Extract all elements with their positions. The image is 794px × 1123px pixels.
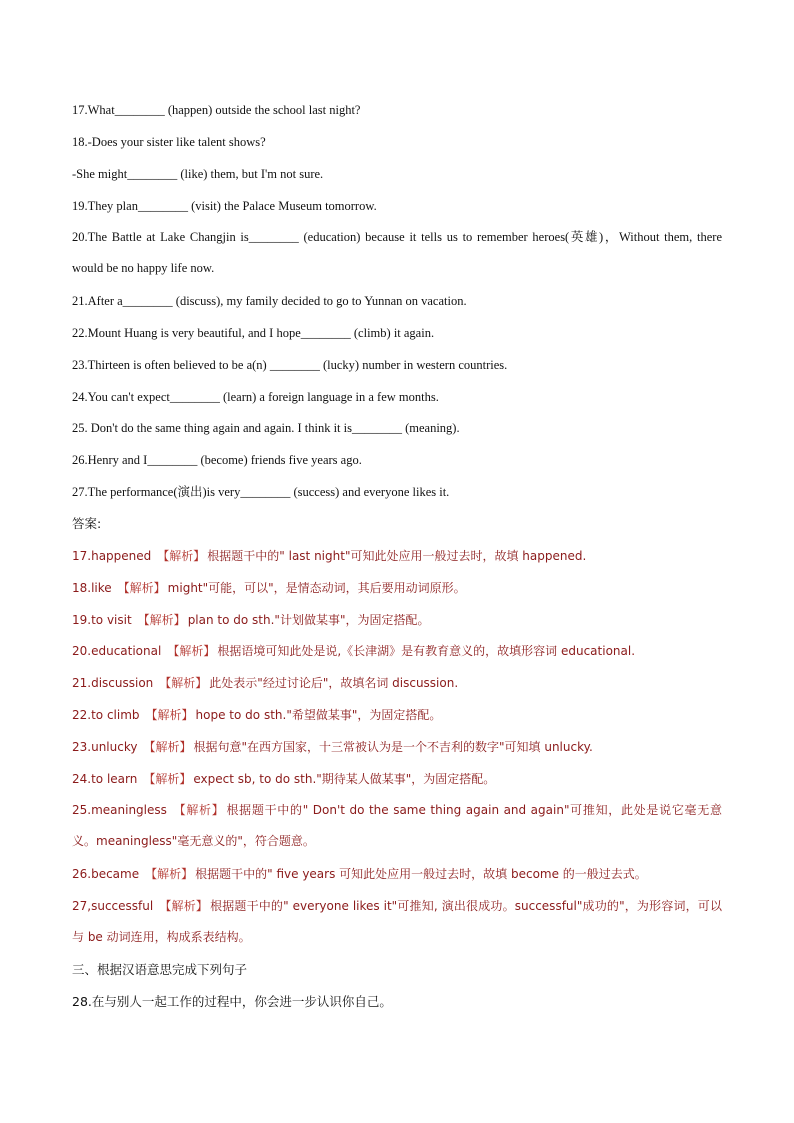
answer-key: 22.to climb — [72, 708, 140, 722]
analysis-tag: 【解析】 — [145, 708, 194, 722]
question-17: 17.What________ (happen) outside the school last night? — [72, 103, 361, 117]
answer-explanation: 根据题干中的" five years 可知此处应用一般过去时，故填 become 的一般过去式。 — [195, 867, 647, 881]
analysis-tag: 【解析】 — [159, 899, 209, 913]
answer-key: 18.like — [72, 581, 112, 595]
answer-21 — [72, 675, 722, 691]
analysis-tag: 【解析】 — [157, 549, 206, 563]
answer-key: 20.educational — [72, 644, 162, 658]
answer-explanation: might"可能，可以"，是情态动词，其后要用动词原形。 — [167, 581, 466, 595]
answer-24 — [72, 771, 722, 787]
answer-20 — [72, 643, 722, 659]
answer-explanation: plan to do sth."计划做某事"，为固定搭配。 — [187, 613, 430, 627]
answer-key: 23.unlucky — [72, 740, 138, 754]
answer-explanation: 此处表示"经过讨论后"，故填名词 discussion. — [209, 676, 459, 690]
answer-27 — [72, 891, 722, 953]
answer-key: 24.to learn — [72, 772, 138, 786]
answer-key: 21.discussion — [72, 676, 154, 690]
question-22: 22.Mount Huang is very beautiful, and I hope________ (climb) it again. — [72, 326, 435, 340]
analysis-tag: 【解析】 — [159, 676, 208, 690]
answer-17 — [72, 548, 722, 564]
analysis-tag: 【解析】 — [143, 740, 192, 754]
answer-explanation: 根据语境可知此处是说,《长津湖》是有教育意义的，故填形容词 educational. — [217, 644, 636, 658]
answer-key: 19.to visit — [72, 613, 132, 627]
question-20: 20.The Battle at Lake Changjin is________ (education) because it tells us to remember heroes(英雄)，Without them, there would be no happy life now. — [72, 230, 722, 275]
answer-19 — [72, 612, 722, 628]
question-18: 18.-Does your sister like talent shows? — [72, 135, 266, 149]
analysis-tag: 【解析】 — [117, 581, 166, 595]
answer-explanation: expect sb, to do sth."期待某人做某事"，为固定搭配。 — [193, 772, 496, 786]
answer-key: 27,successful — [72, 899, 154, 913]
section-title: 三、根据汉语意思完成下列句子 — [72, 962, 248, 977]
question-23: 23.Thirteen is often believed to be a(n) ________ (lucky) number in western countries. — [72, 358, 508, 372]
analysis-tag: 【解析】 — [167, 644, 216, 658]
answer-explanation: 根据句意"在西方国家，十三常被认为是一个不吉利的数字"可知填 unlucky. — [193, 740, 593, 754]
answer-explanation: 根据题干中的" last night"可知此处应用一般过去时，故填 happened. — [207, 549, 587, 563]
answer-key: 25.meaningless — [72, 803, 167, 817]
answer-23 — [72, 739, 722, 755]
answers-heading: 答案: — [72, 516, 102, 531]
answer-22 — [72, 707, 722, 723]
question-28: 28.在与别人一起工作的过程中，你会进一步认识你自己。 — [72, 994, 392, 1009]
answer-explanation: 根据题干中的" Don't do the same thing again and again"可推知，此处是说它毫无意义。meaningless"毫无意义的"，符合题意。 — [72, 803, 722, 848]
question-18-response: -She might________ (like) them, but I'm not sure. — [72, 167, 324, 181]
question-24: 24.You can't expect________ (learn) a foreign language in a few months. — [72, 390, 439, 404]
answer-key: 17.happened — [72, 549, 152, 563]
analysis-tag: 【解析】 — [145, 867, 194, 881]
analysis-tag: 【解析】 — [137, 613, 186, 627]
question-27: 27.The performance(演出)is very________ (success) and everyone likes it. — [72, 485, 450, 499]
answer-25 — [72, 795, 722, 857]
answer-explanation: 根据题干中的" everyone likes it"可推知, 演出很成功。successful"成功的"，为形容词，可以与 be 动词连用，构成系表结构。 — [72, 899, 722, 944]
question-19: 19.They plan________ (visit) the Palace Museum tomorrow. — [72, 199, 377, 213]
question-26: 26.Henry and I________ (become) friends five years ago. — [72, 453, 362, 467]
analysis-tag: 【解析】 — [172, 803, 225, 817]
question-21: 21.After a________ (discuss), my family decided to go to Yunnan on vacation. — [72, 294, 467, 308]
answer-key: 26.became — [72, 867, 140, 881]
answer-explanation: hope to do sth."希望做某事"，为固定搭配。 — [195, 708, 442, 722]
analysis-tag: 【解析】 — [143, 772, 192, 786]
answer-18 — [72, 580, 722, 596]
answer-26 — [72, 866, 722, 882]
question-25: 25. Don't do the same thing again and again. I think it is________ (meaning). — [72, 421, 460, 435]
